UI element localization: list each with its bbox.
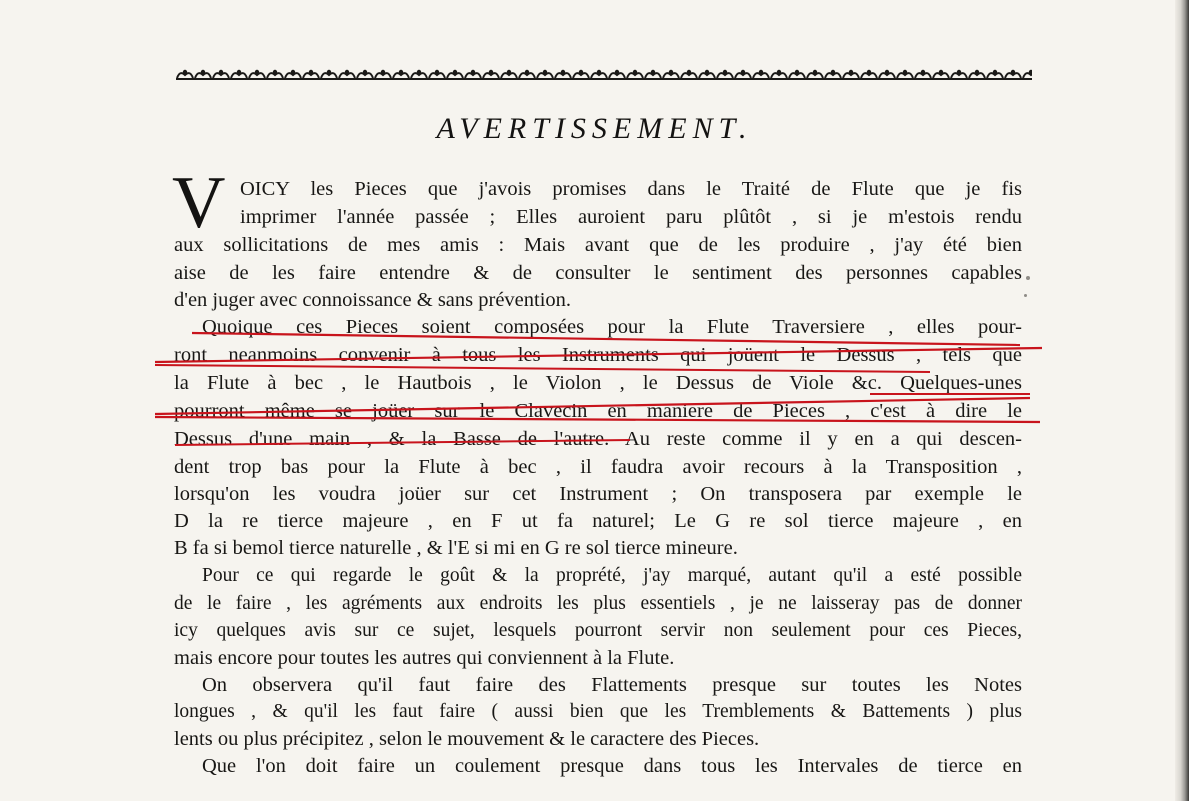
text-line-12: lorsqu'on les voudra joüer sur cet Instrument ; On transposera par exemple le [174, 483, 1022, 505]
text-line-15: Pour ce qui regarde le goût & la proprété, j'ay marqué, autant qu'il a esté possible [202, 565, 1022, 586]
text-line-21: lents ou plus précipitez , selon le mouvement & le caractere des Pieces. [174, 728, 760, 750]
text-line-17: icy quelques avis sur ce sujet, lesquels pourront servir non seulement pour ces Pieces, [174, 620, 1022, 641]
text-line-5: d'en juger avec connoissance & sans prévention. [174, 289, 572, 311]
text-line-13: D la re tierce majeure , en F ut fa naturel; Le G re sol tierce majeure , en [174, 510, 1022, 532]
text-line-2: imprimer l'année passée ; Elles auroient paru plûtôt , si je m'estois rendu [240, 206, 1022, 228]
drop-cap-letter: V [172, 162, 226, 244]
text-line-19: On observera qu'il faut faire des Flattements presque sur toutes les Notes [202, 674, 1022, 696]
text-line-8: la Flute à bec , le Hautbois , le Violon , le Dessus de Viole &c. Quelques-unes [174, 372, 1022, 394]
decorative-border-ornament [176, 66, 1032, 82]
text-line-10: Dessus d'une main , & la Basse de l'autre. Au reste comme il y en a qui descen- [174, 428, 1022, 450]
text-line-9: pourront même se joüer sur le Clavecin en maniere de Pieces , c'est à dire le [174, 400, 1022, 422]
text-line-18: mais encore pour toutes les autres qui conviennent à la Flute. [174, 647, 675, 669]
text-line-7: ront neanmoins convenir à tous les Instruments qui joüent le Dessus , tels que [174, 344, 1022, 366]
text-line-20: longues , & qu'il les faut faire ( aussi bien que les Tremblements & Battements ) plus [174, 701, 1022, 722]
text-line-14: B fa si bemol tierce naturelle , & l'E si mi en G re sol tierce mineure. [174, 537, 738, 559]
page-edge-shadow [1175, 0, 1189, 801]
text-line-3: aux sollicitations de mes amis : Mais avant que de les produire , j'ay été bien [174, 234, 1022, 256]
text-line-22: Que l'on doit faire un coulement presque dans tous les Intervales de tierce en [202, 755, 1022, 777]
print-speck [1026, 276, 1030, 280]
text-line-16: de le faire , les agréments aux endroits les plus essentiels , je ne laisseray pas de donner [174, 593, 1022, 614]
text-line-11: dent trop bas pour la Flute à bec , il faudra avoir recours à la Transposition , [174, 456, 1022, 478]
text-line-4: aise de les faire entendre & de consulter le sentiment des personnes capables [174, 262, 1022, 284]
page-title: AVERTISSEMENT. [436, 112, 753, 145]
text-line-1: OICY les Pieces que j'avois promises dans le Traité de Flute que je fis [240, 178, 1022, 200]
text-line-6: Quoique ces Pieces soient composées pour la Flute Traversiere , elles pour- [202, 316, 1022, 338]
print-speck [1024, 294, 1027, 297]
